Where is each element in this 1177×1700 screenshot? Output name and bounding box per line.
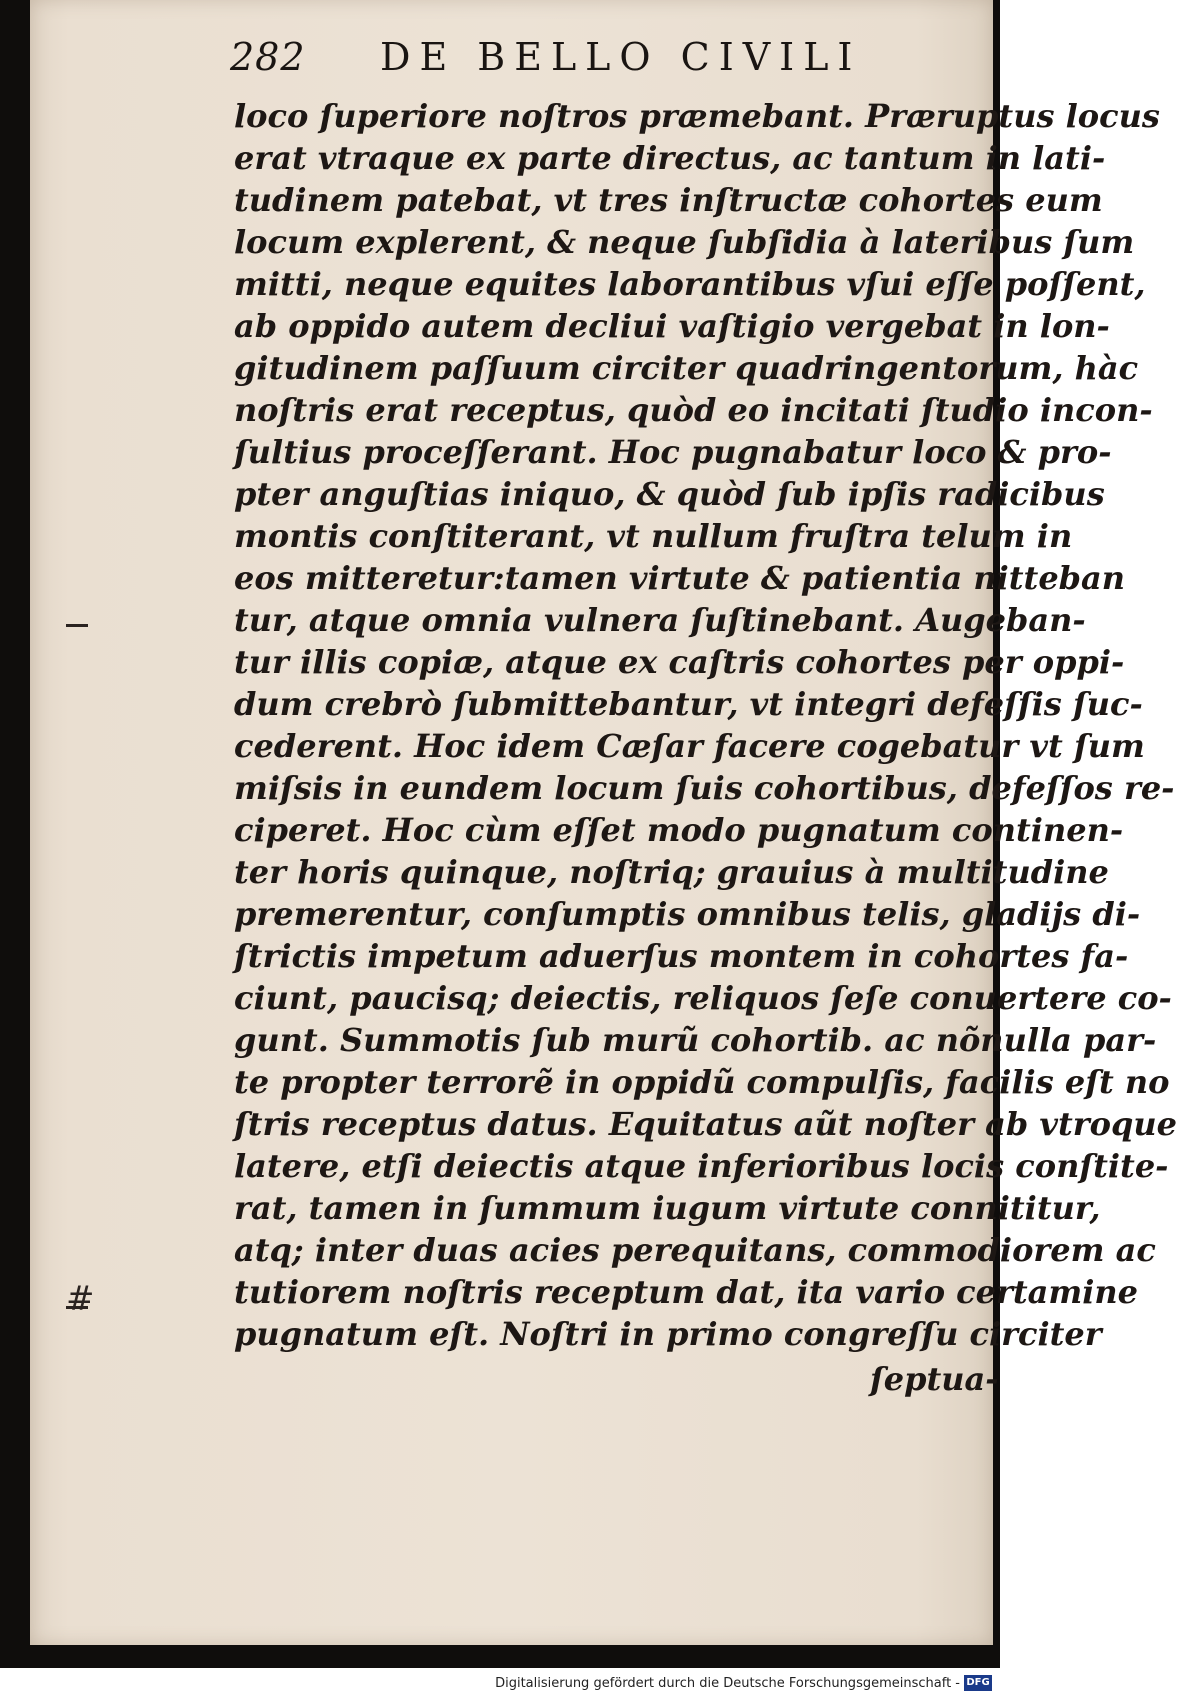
running-title: DE BELLO CIVILI: [380, 35, 862, 79]
text-line: ſtris receptus datus. Equitatus aũt noſter ab vtroque: [234, 1105, 1177, 1143]
text-line: premerentur, conſumptis omnibus telis, gladijs di-: [234, 895, 1141, 933]
footer-bar: [0, 1668, 1000, 1700]
text-line: ſtrictis impetum aduerſus montem in cohortes fa-: [234, 937, 1129, 975]
footer-credit: Digitalisierung gefördert durch die Deutsche Forschungsgemeinschaft -: [495, 1676, 960, 1691]
text-line: tur, atque omnia vulnera ſuſtinebant. Augeban-: [234, 601, 1086, 639]
text-line: mitti, neque equites laborantibus vſui eſſe poſſent,: [234, 265, 1146, 303]
dfg-logo: DFG: [964, 1675, 992, 1691]
margin-hash-mark: #: [66, 1279, 95, 1319]
page-number: 282: [230, 35, 306, 79]
text-line: loco ſuperiore noſtros præmebant. Præruptus locus: [234, 97, 1160, 135]
catchword: ſeptua-: [870, 1360, 999, 1398]
text-line: miſsis in eundem locum ſuis cohortibus, defeſſos re-: [234, 769, 1175, 807]
text-line: atq; inter duas acies perequitans, commodiorem ac: [234, 1231, 1156, 1269]
text-line: ſultius proceſſerant. Hoc pugnabatur loco & pro-: [234, 433, 1112, 471]
text-line: rat, tamen in ſummum iugum virtute connititur,: [234, 1189, 1101, 1227]
text-line: locum explerent, & neque ſubſidia à lateribus ſum: [234, 223, 1135, 261]
text-line: noſtris erat receptus, quòd eo incitati ſtudio incon-: [234, 391, 1153, 429]
text-line: erat vtraque ex parte directus, ac tantum in lati-: [234, 139, 1106, 177]
text-line: tudinem patebat, vt tres inſtructæ cohortes eum: [234, 181, 1103, 219]
text-line: ciunt, paucisq; deiectis, reliquos ſeſe conuertere co-: [234, 979, 1172, 1017]
text-line: te propter terrorẽ in oppidũ compulſis, facilis eſt no: [234, 1063, 1170, 1101]
text-line: latere, etſi deiectis atque inferioribus locis conſtite-: [234, 1147, 1169, 1185]
text-line: tutiorem noſtris receptum dat, ita vario certamine: [234, 1273, 1139, 1311]
text-line: pugnatum eſt. Noſtri in primo congreſſu circiter: [234, 1315, 1102, 1353]
book-page: [30, 0, 1177, 1645]
margin-dash-mark: [66, 624, 88, 627]
text-line: pter anguſtias iniquo, & quòd ſub ipſis radicibus: [234, 475, 1105, 513]
text-line: montis conſtiterant, vt nullum fruſtra telum in: [234, 517, 1073, 555]
text-line: ter horis quinque, noſtriq; grauius à multitudine: [234, 853, 1109, 891]
body-text: [30, 0, 1177, 1645]
text-line: ab oppido autem decliui vaſtigio vergebat in lon-: [234, 307, 1110, 345]
text-line: gitudinem paſſuum circiter quadringentorum, hàc: [234, 349, 1139, 387]
text-line: ciperet. Hoc cùm eſſet modo pugnatum continen-: [234, 811, 1124, 849]
text-line: eos mitteretur:tamen virtute & patientia nitteban: [234, 559, 1126, 597]
text-line: dum crebrò ſubmittebantur, vt integri defeſſis ſuc-: [234, 685, 1143, 723]
text-line: tur illis copiæ, atque ex caſtris cohortes per oppi-: [234, 643, 1125, 681]
text-line: gunt. Summotis ſub murũ cohortib. ac nõnulla par-: [234, 1021, 1157, 1059]
text-line: cederent. Hoc idem Cæſar facere cogebatur vt ſum: [234, 727, 1145, 765]
